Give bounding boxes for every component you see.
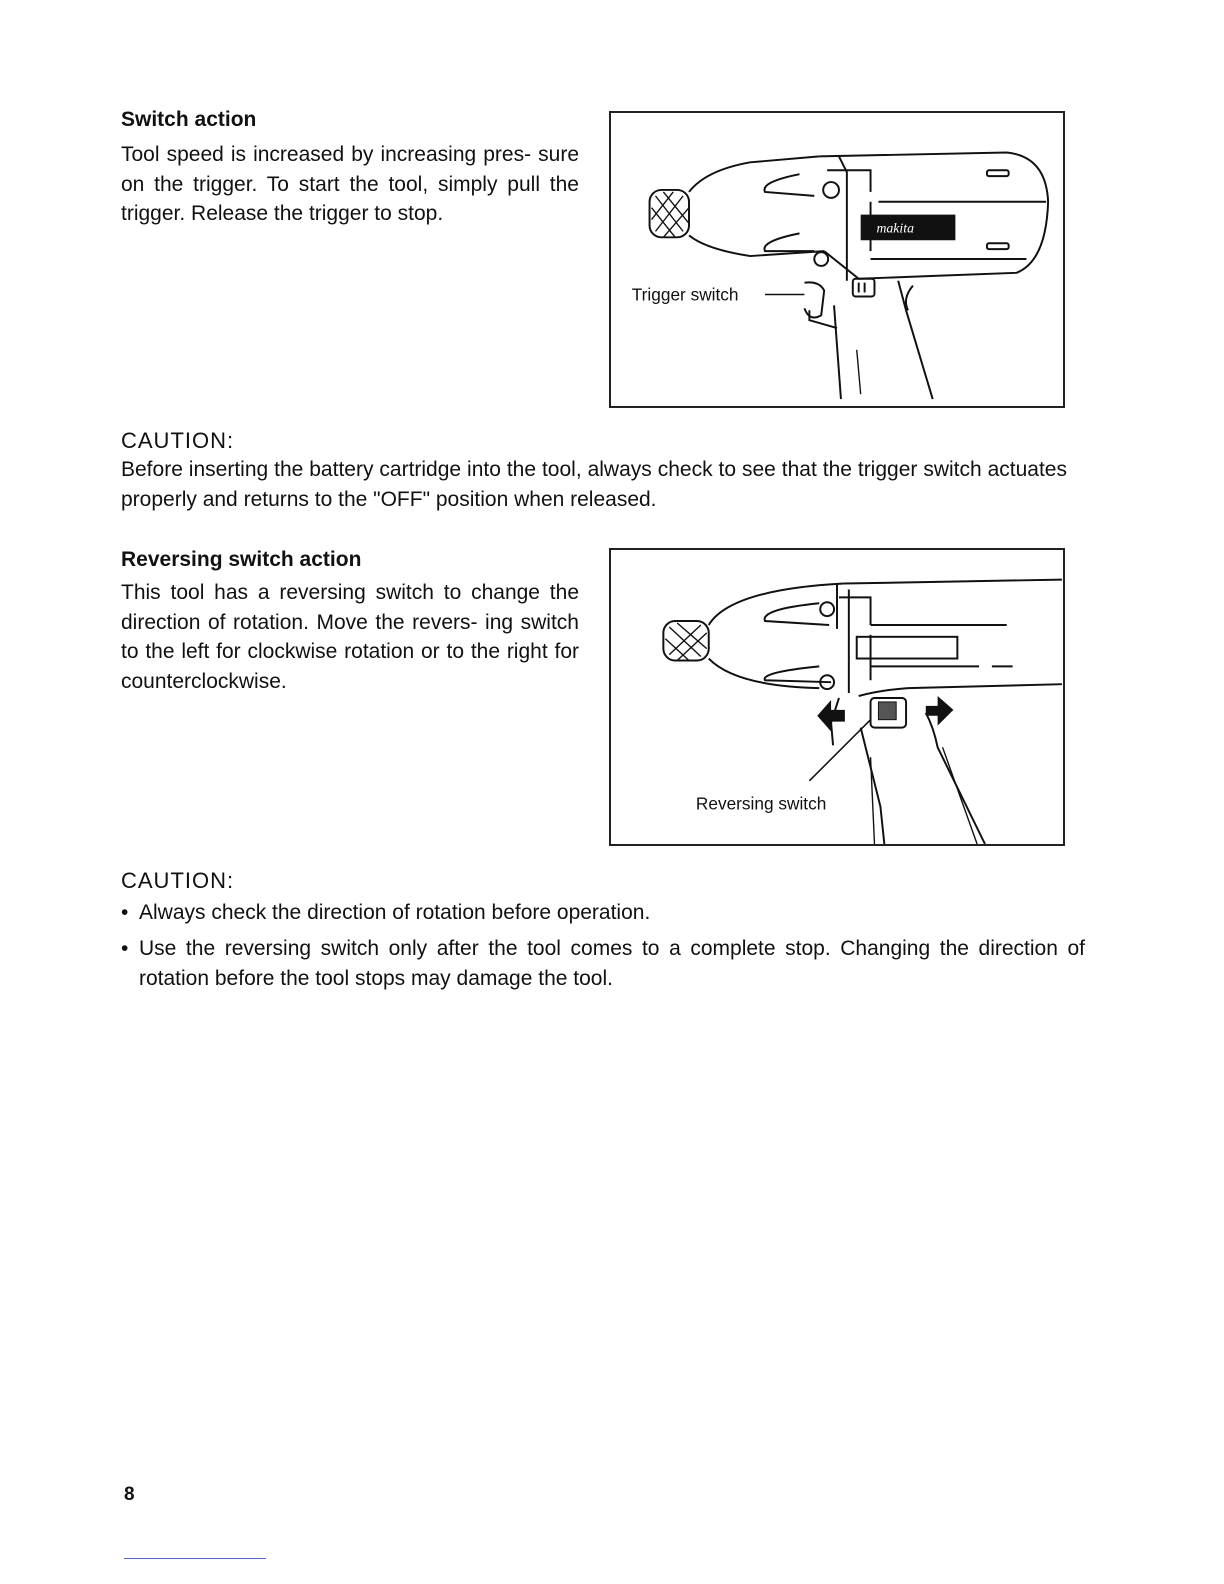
drill-illustration-2 [611, 550, 1063, 844]
svg-text:makita: makita [876, 220, 915, 236]
caution-label-2: CAUTION: [121, 868, 235, 893]
bullet-text-2: Use the reversing switch only after the tool comes to a complete stop. Changing the direction of rotation before the tool stops may damage the tool. [139, 937, 1085, 990]
bullet-dot-icon: • [121, 937, 129, 960]
caution-bullet-2 [121, 934, 1085, 993]
reversing-switch-body: This tool has a reversing switch to change the direction of rotation. Move the revers- ing switch to the left for clockwise rotation or to the right for counterclockwise. [121, 581, 579, 693]
trigger-switch-label: Trigger switch [631, 284, 739, 305]
page-number: 8 [124, 1484, 135, 1505]
bullet-text-1: Always check the direction of rotation before operation. [139, 901, 651, 924]
caution-text-1: Before inserting the battery cartridge into the tool, always check to see that the trigger switch actuates properly and returns to the "OFF" position when released. [121, 458, 1067, 511]
reversing-switch-label: Reversing switch [695, 793, 827, 814]
caution-label-1: CAUTION: [121, 428, 235, 453]
footer-divider [124, 1558, 266, 1559]
reversing-switch-heading: Reversing switch action [121, 548, 362, 571]
switch-action-body: Tool speed is increased by increasing pres- sure on the trigger. To start the tool, simply pull the trigger. Release the trigger to stop. [121, 143, 579, 225]
caution-bullet-1 [121, 898, 1085, 928]
reversing-switch-figure [609, 548, 1065, 846]
bullet-dot-icon: • [121, 901, 129, 924]
trigger-switch-figure [609, 111, 1065, 408]
switch-action-heading: Switch action [121, 108, 257, 131]
drill-illustration-1 [611, 113, 1063, 406]
